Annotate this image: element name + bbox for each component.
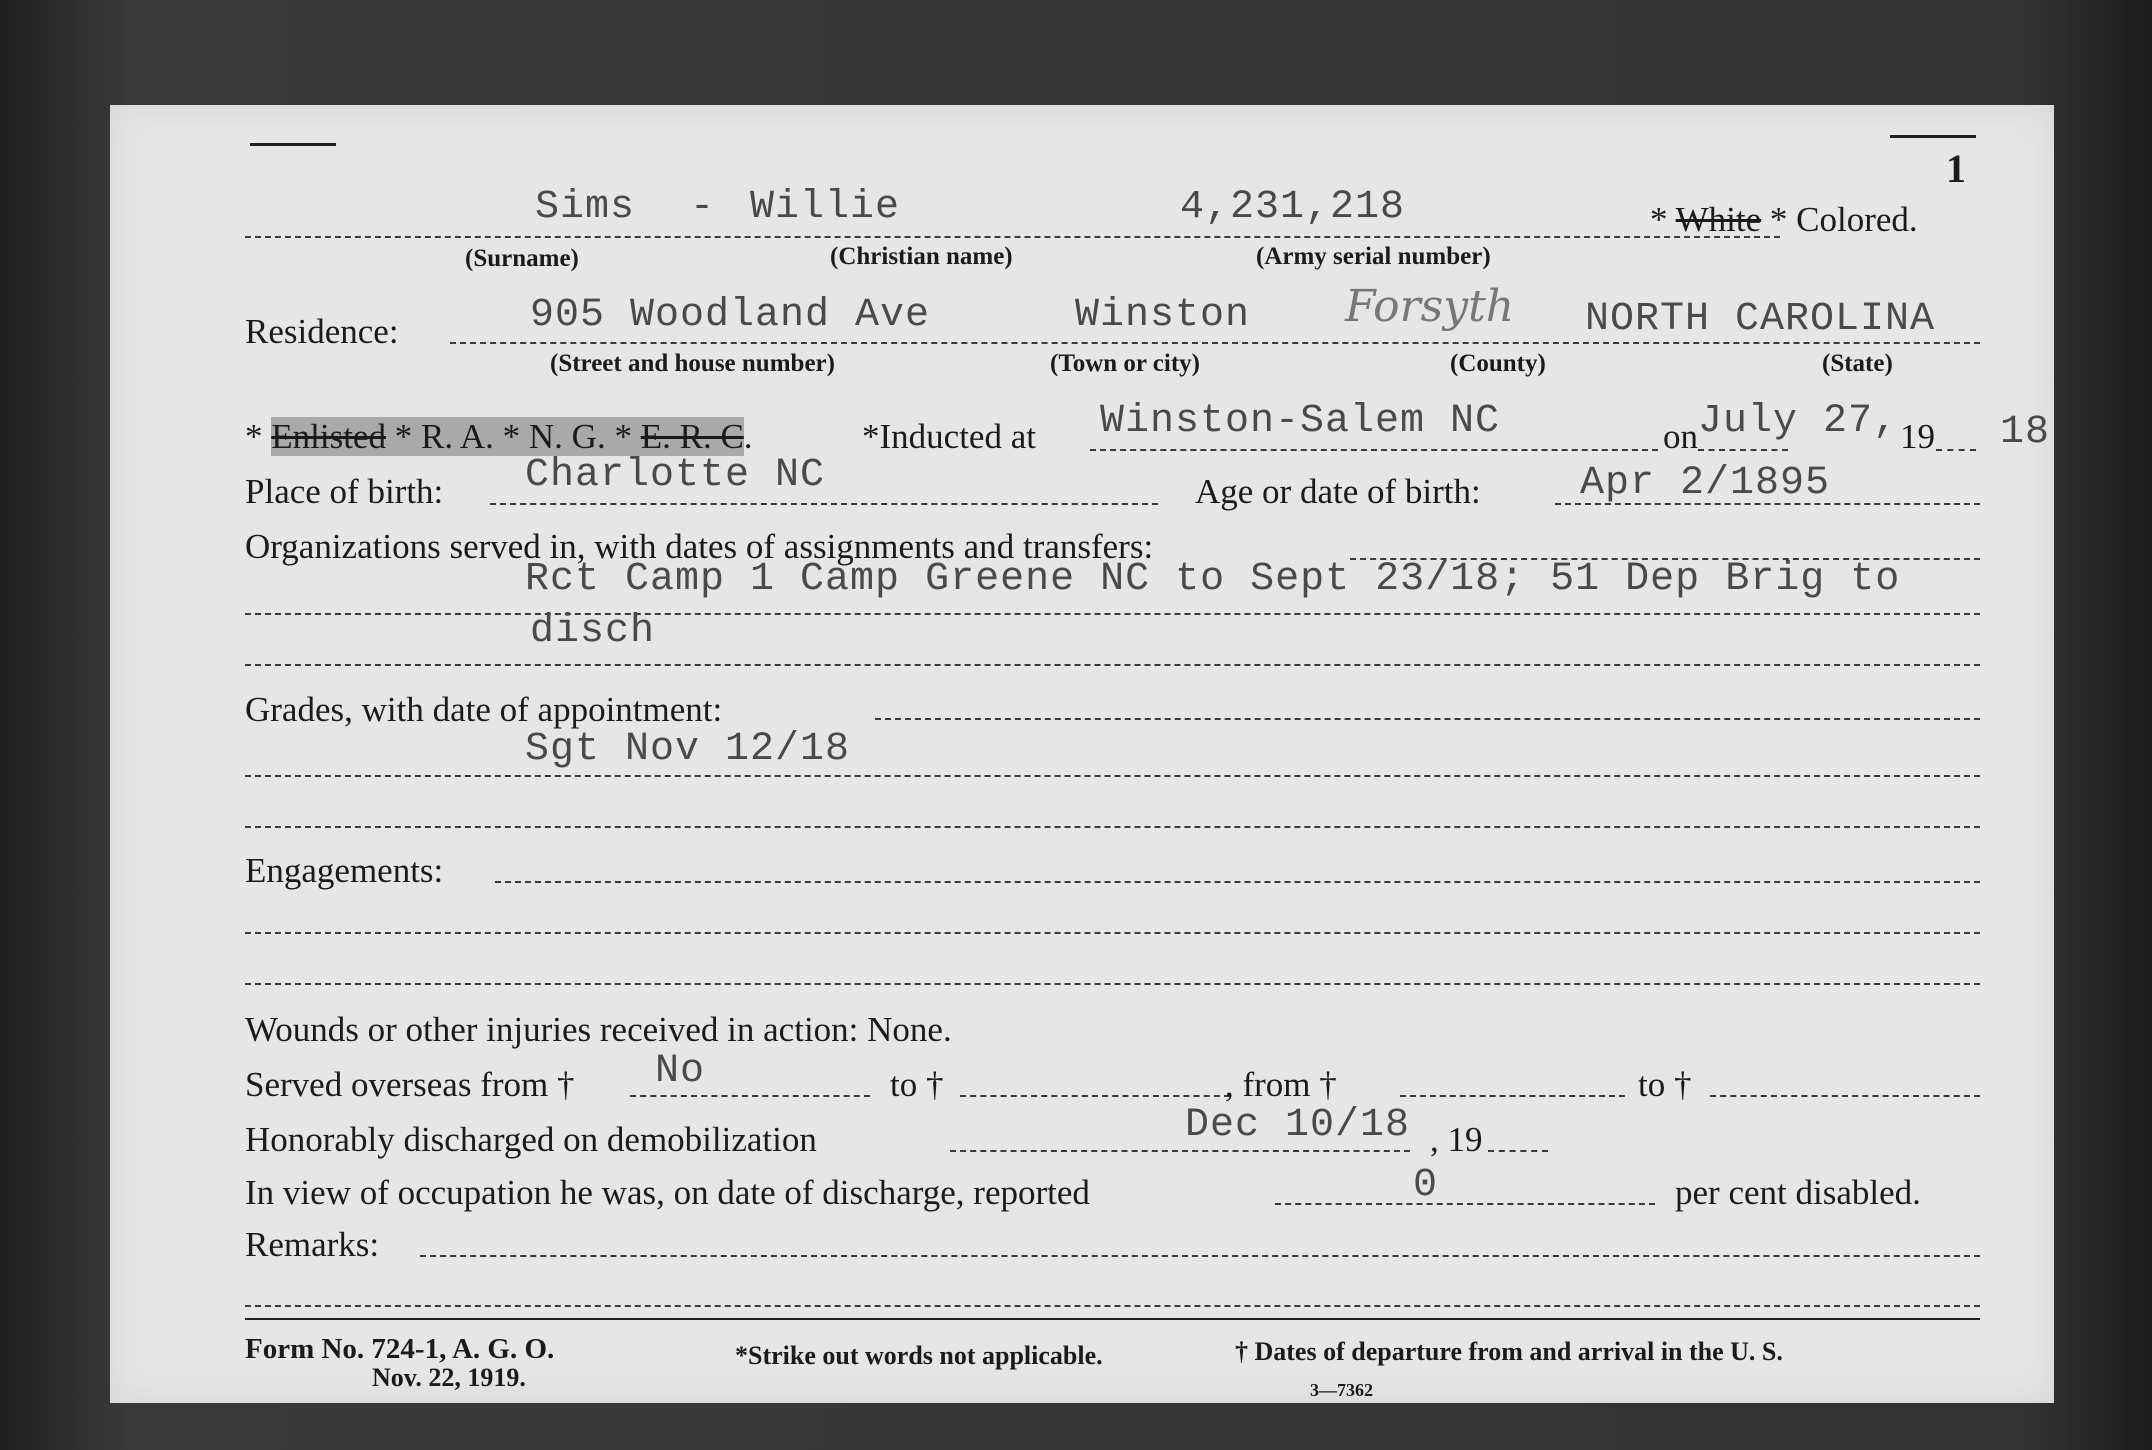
engagements-line-2	[245, 983, 1980, 985]
year-line	[1936, 449, 1976, 451]
inducted-date-value: July 27,	[1698, 399, 1899, 444]
discharge-date-value: Dec 10/18	[1185, 1103, 1411, 1148]
dagger-note: † Dates of departure from and arrival in the U. S.	[1235, 1337, 1783, 1366]
county-value: Forsyth	[1345, 281, 1515, 332]
place-of-birth-label: Place of birth:	[245, 472, 444, 511]
overseas-to2-label: to †	[1638, 1065, 1692, 1104]
form-date: Nov. 22, 1919.	[372, 1363, 526, 1392]
place-of-birth-value: Charlotte NC	[525, 453, 826, 498]
overseas-to-label: to †	[890, 1065, 944, 1104]
disability-label: In view of occupation he was, on date of discharge, reported	[245, 1173, 1090, 1212]
discharge-year-suffix: , 19	[1430, 1120, 1483, 1159]
discharge-year-line	[1488, 1150, 1548, 1152]
age-label: Age or date of birth:	[1195, 472, 1481, 511]
overseas-to2-line	[1710, 1095, 1980, 1097]
race-label: * White * Colored.	[1650, 200, 1918, 239]
grades-line-0	[875, 718, 1980, 720]
print-code: 3—7362	[1310, 1380, 1373, 1400]
organizations-line-1	[245, 613, 1980, 615]
street-caption: (Street and house number)	[550, 350, 835, 377]
disability-line	[1275, 1203, 1655, 1205]
organizations-line-2	[245, 664, 1980, 666]
serial-number-value: 4,231,218	[1180, 185, 1406, 230]
engagements-label: Engagements:	[245, 851, 444, 890]
discharge-line	[950, 1150, 1410, 1152]
strike-note: *Strike out words not applicable.	[735, 1341, 1103, 1370]
engagements-line-1	[245, 932, 1980, 934]
town-caption: (Town or city)	[1050, 350, 1200, 377]
serial-caption: (Army serial number)	[1256, 243, 1491, 270]
inducted-at-line	[1090, 449, 1658, 451]
overseas-from2-label: , from †	[1225, 1065, 1337, 1104]
form-number: Form No. 724-1, A. G. O.	[245, 1333, 555, 1365]
residence-line	[450, 342, 1980, 344]
overseas-from-line	[630, 1095, 870, 1097]
overseas-from2-line	[1400, 1095, 1625, 1097]
christian-name-value: Willie	[750, 185, 901, 230]
organizations-label: Organizations served in, with dates of assignments and transfers:	[245, 527, 1154, 566]
state-value: NORTH CAROLINA	[1585, 297, 1936, 342]
service-record-card	[110, 105, 2054, 1403]
inducted-at-value: Winston-Salem NC	[1100, 399, 1501, 444]
enlisted-label: * Enlisted * R. A. * N. G. * E. R. C.	[245, 417, 753, 456]
remarks-label: Remarks:	[245, 1225, 380, 1264]
town-value: Winston	[1075, 293, 1251, 338]
grades-line-1	[245, 775, 1980, 777]
discharge-label: Honorably discharged on demobilization	[245, 1120, 817, 1159]
inducted-label: *Inducted at	[862, 417, 1036, 456]
surname-value: Sims	[535, 185, 636, 230]
place-of-birth-line	[490, 503, 1158, 505]
top-left-rule	[250, 143, 336, 146]
surname-caption: (Surname)	[465, 245, 579, 272]
name-separator: -	[690, 185, 716, 230]
birth-date-value: Apr 2/1895	[1580, 461, 1831, 506]
top-right-rule	[1890, 135, 1976, 138]
organizations-line2: disch	[530, 609, 656, 654]
year-prefix: 19	[1900, 417, 1935, 456]
remarks-line-1	[245, 1305, 1980, 1307]
on-label: on	[1663, 417, 1698, 456]
engagements-line-0	[495, 881, 1980, 883]
disability-suffix: per cent disabled.	[1675, 1173, 1921, 1212]
organizations-line1: Rct Camp 1 Camp Greene NC to Sept 23/18; 51 Dep Brig to	[525, 557, 1901, 602]
county-caption: (County)	[1450, 350, 1546, 377]
overseas-from-value: No	[655, 1049, 706, 1094]
state-caption: (State)	[1822, 350, 1893, 377]
overseas-to-line	[960, 1095, 1230, 1097]
year-value: 18	[2000, 410, 2051, 455]
name-line	[245, 236, 1780, 238]
grades-label: Grades, with date of appointment:	[245, 690, 723, 729]
remarks-line-0	[420, 1255, 1980, 1257]
christian-caption: (Christian name)	[830, 243, 1013, 270]
street-value: 905 Woodland Ave	[530, 293, 931, 338]
grades-line-2	[245, 826, 1980, 828]
footer-rule	[245, 1318, 1980, 1320]
grades-value: Sgt Nov 12/18	[525, 727, 851, 772]
overseas-label: Served overseas from †	[245, 1065, 575, 1104]
disability-value: 0	[1413, 1163, 1439, 1208]
inducted-date-line	[1698, 449, 1788, 451]
page-number: 1	[1946, 146, 1966, 191]
residence-label: Residence:	[245, 312, 399, 351]
wounds-label: Wounds or other injuries received in action: None.	[245, 1010, 952, 1049]
